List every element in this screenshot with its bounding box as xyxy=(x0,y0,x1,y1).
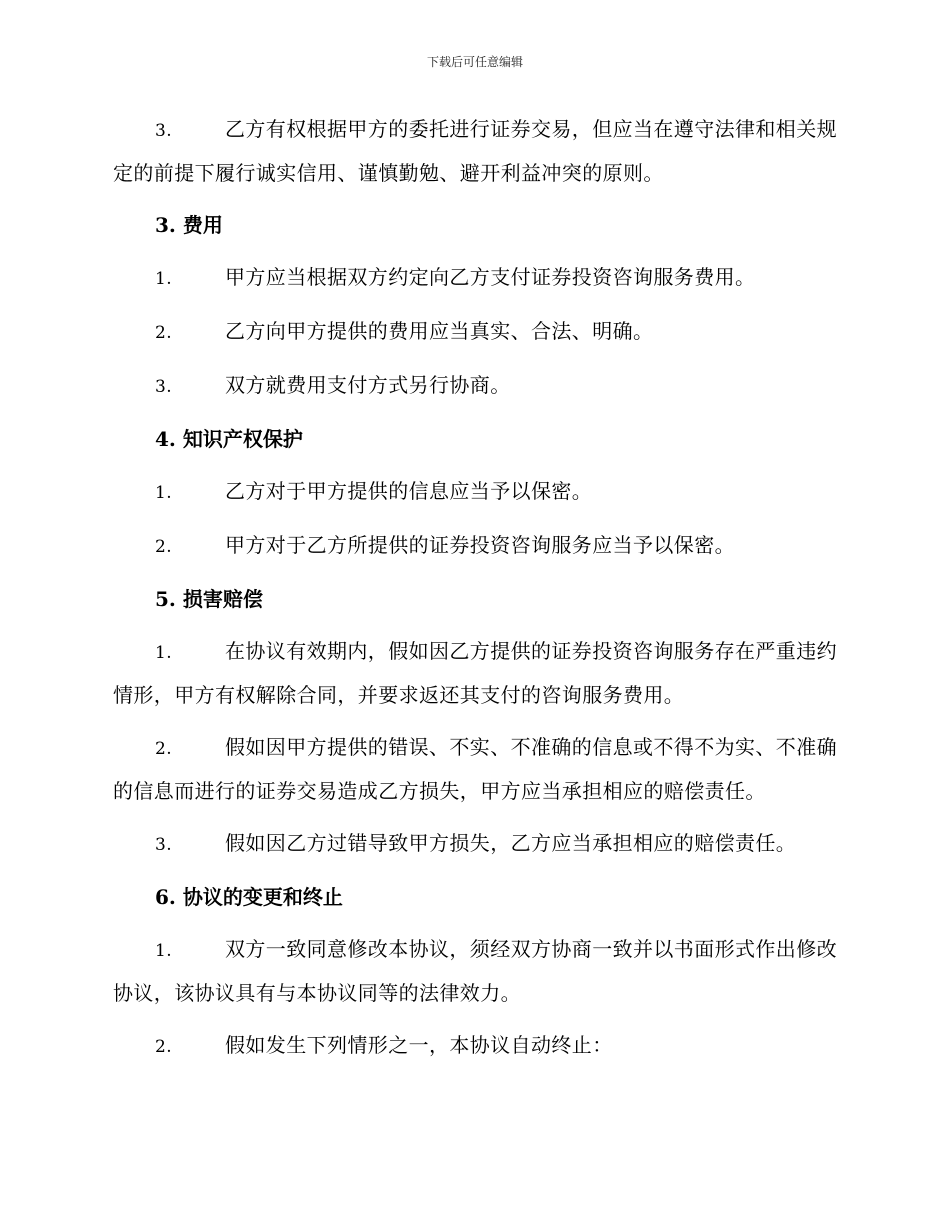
item-number: 1. xyxy=(155,643,173,663)
clause-4-1 xyxy=(113,470,837,514)
item-number: 2. xyxy=(155,739,173,759)
item-number: 2. xyxy=(155,537,173,557)
item-number: 3. xyxy=(155,835,173,855)
item-number: 3. xyxy=(155,121,173,141)
section-heading-ip: 4. 知识产权保护 xyxy=(155,427,303,451)
clause-4-2 xyxy=(113,524,837,568)
section-heading-fees: 3. 费用 xyxy=(155,213,223,237)
clause-3-1 xyxy=(113,256,837,300)
item-text: 假如因甲方提供的错误、不实、不准确的信息或不得不为实、不准确的信息而进行的证券交易造成乙方损失，甲方应当承担相应的赔偿责任。 xyxy=(113,735,837,803)
clause-2-3 xyxy=(113,108,837,194)
clause-6-1 xyxy=(113,928,837,1014)
clause-3-3 xyxy=(113,364,837,408)
item-text: 甲方对于乙方所提供的证券投资咨询服务应当予以保密。 xyxy=(225,533,735,557)
item-number: 1. xyxy=(155,483,173,503)
section-heading-termination: 6. 协议的变更和终止 xyxy=(155,885,343,909)
item-number: 3. xyxy=(155,377,173,397)
item-text: 双方就费用支付方式另行协商。 xyxy=(225,373,511,397)
item-text: 在协议有效期内，假如因乙方提供的证券投资咨询服务存在严重违约情形，甲方有权解除合同，并要求返还其支付的咨询服务费用。 xyxy=(113,639,837,707)
clause-5-3 xyxy=(113,822,837,866)
document-body xyxy=(113,108,837,1078)
clause-6-2 xyxy=(113,1024,837,1068)
item-number: 2. xyxy=(155,323,173,343)
page-header: 下载后可任意编辑 xyxy=(426,55,523,69)
item-text: 乙方向甲方提供的费用应当真实、合法、明确。 xyxy=(225,319,654,343)
item-number: 2. xyxy=(155,1037,173,1057)
section-heading-damages: 5. 损害赔偿 xyxy=(155,587,263,611)
item-text: 假如发生下列情形之一，本协议自动终止： xyxy=(225,1033,613,1057)
clause-3-2 xyxy=(113,310,837,354)
item-number: 1. xyxy=(155,941,173,961)
item-text: 乙方对于甲方提供的信息应当予以保密。 xyxy=(225,479,593,503)
clause-5-2 xyxy=(113,726,837,812)
item-number: 1. xyxy=(155,269,173,289)
item-text: 双方一致同意修改本协议，须经双方协商一致并以书面形式作出修改协议，该协议具有与本协议同等的法律效力。 xyxy=(113,937,837,1005)
item-text: 乙方有权根据甲方的委托进行证券交易，但应当在遵守法律和相关规定的前提下履行诚实信用、谨慎勤勉、避开利益冲突的原则。 xyxy=(113,117,837,185)
item-text: 假如因乙方过错导致甲方损失，乙方应当承担相应的赔偿责任。 xyxy=(225,831,797,855)
clause-5-1 xyxy=(113,630,837,716)
item-text: 甲方应当根据双方约定向乙方支付证券投资咨询服务费用。 xyxy=(225,265,756,289)
